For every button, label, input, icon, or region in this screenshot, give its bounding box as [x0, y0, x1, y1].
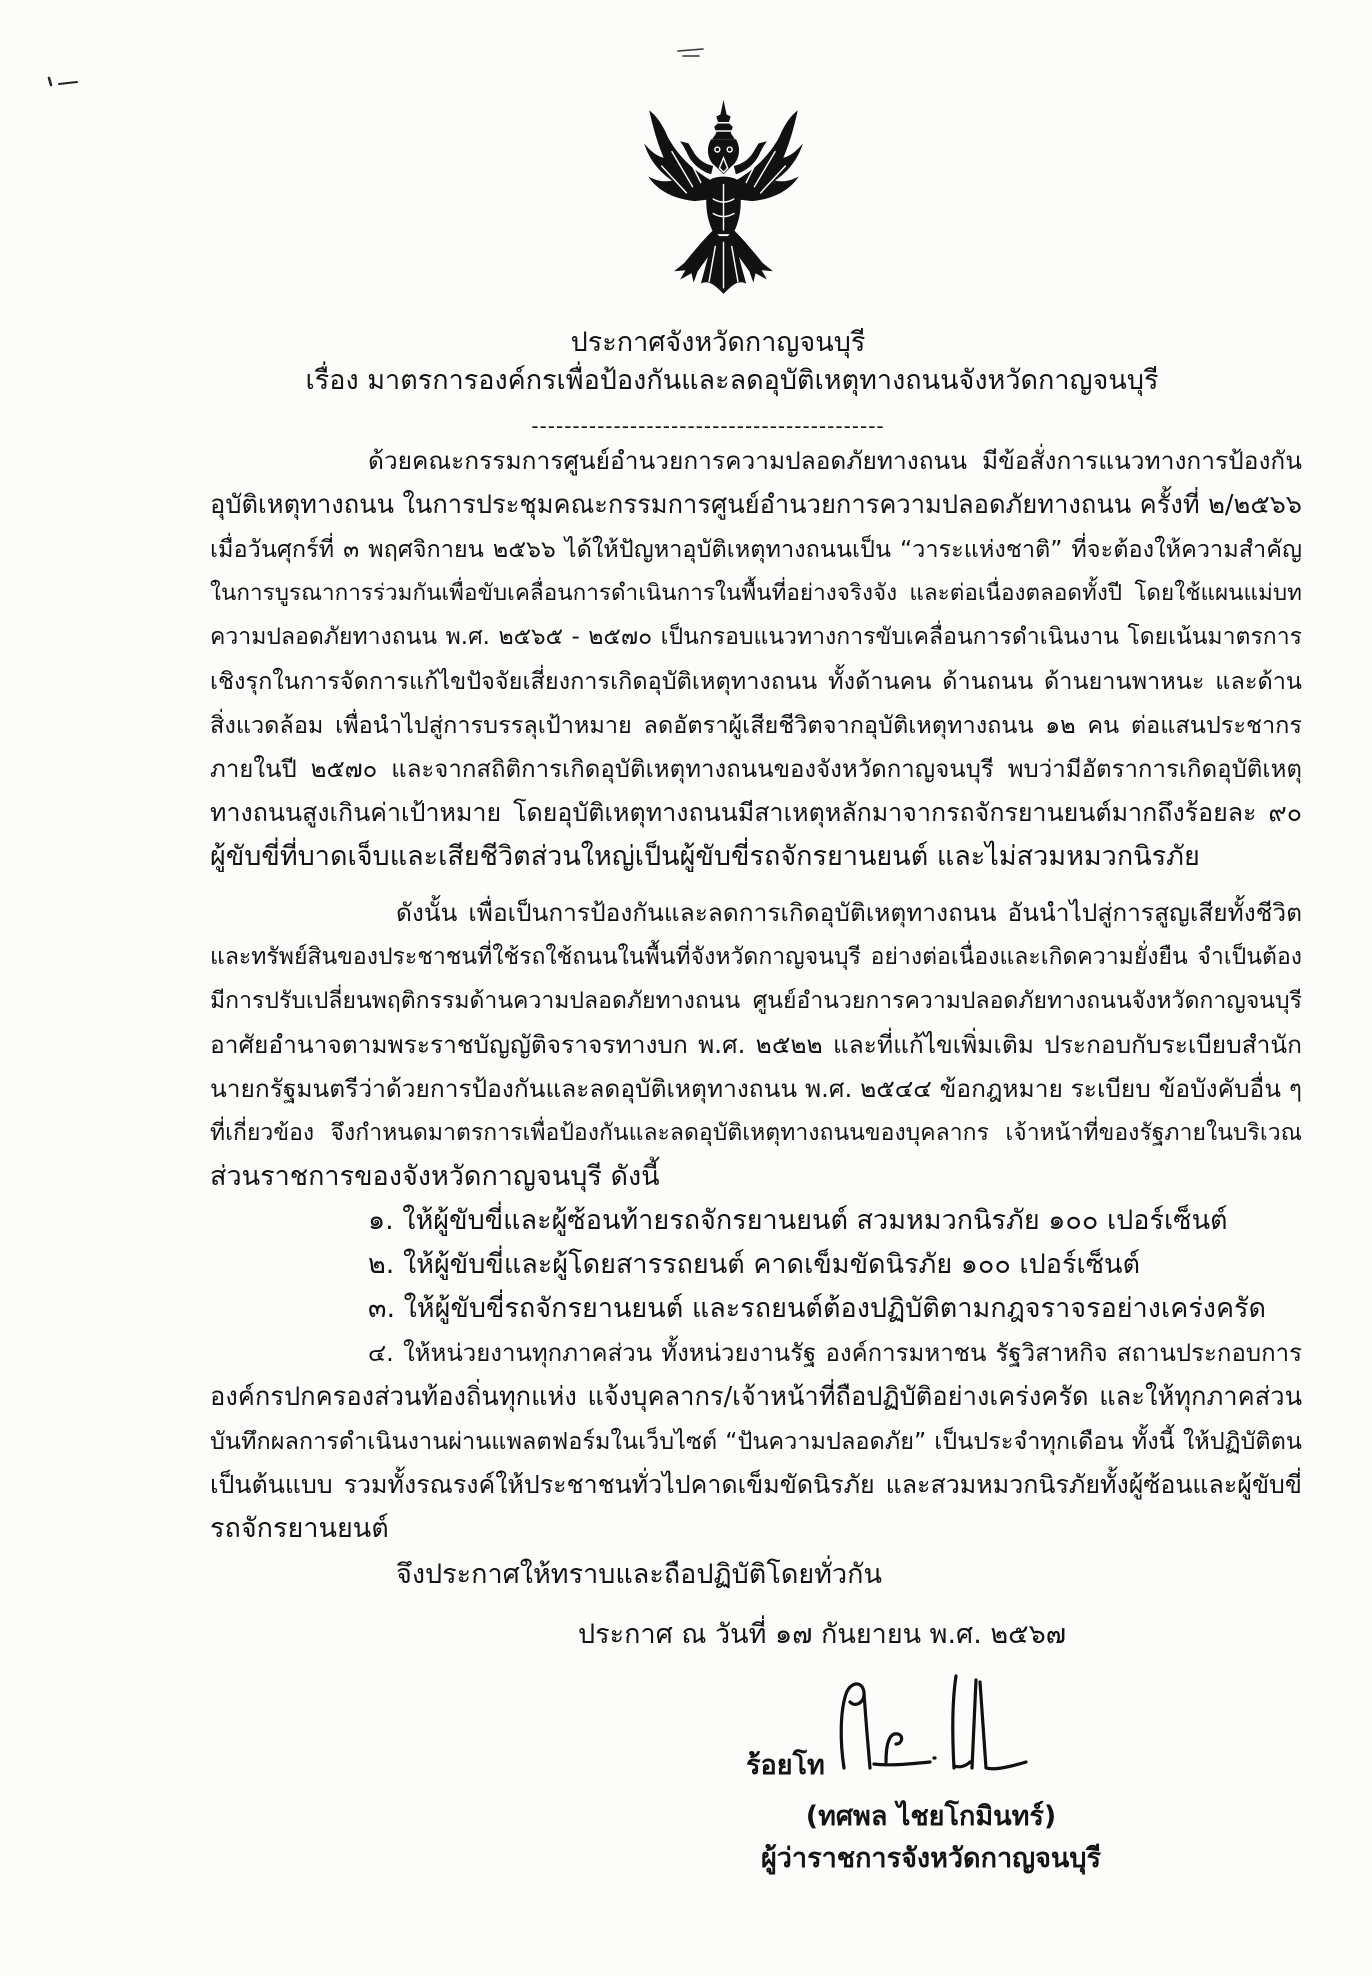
- document-title: ประกาศจังหวัดกาญจนบุรี: [570, 327, 866, 358]
- paragraph-2-line: นายกรัฐมนตรีว่าด้วยการป้องกันและลดอุบัติเหตุทางถนน พ.ศ. ๒๕๔๔ ข้อกฎหมาย ระเบียบ ข้อบังคับอื่น ๆ: [210, 1074, 1302, 1103]
- measure-item-4-line: รถจักรยานยนต์: [210, 1513, 389, 1544]
- measure-item-3: ๓. ให้ผู้ขับขี่รถจักรยานยนต์ และรถยนต์ต้องปฏิบัติตามกฎจราจรอย่างเคร่งครัด: [368, 1293, 1267, 1324]
- paragraph-1-line: ภายในปี ๒๕๗๐ และจากสถิติการเกิดอุบัติเหตุทางถนนของจังหวัดกาญจนบุรี พบว่ามีอัตราการเกิดอุบัติเหตุ: [210, 755, 1302, 783]
- paragraph-2-line: ดังนั้น เพื่อเป็นการป้องกันและลดการเกิดอุบัติเหตุทางถนน อันนำไปสู่การสูญเสียทั้งชีวิต: [396, 898, 1302, 927]
- signatory-position: ผู้ว่าราชการจังหวัดกาญจนบุรี: [760, 1843, 1102, 1874]
- paragraph-2-line: ที่เกี่ยวข้อง จึงกำหนดมาตรการเพื่อป้องกันและลดอุบัติเหตุทางถนนของบุคลากร เจ้าหน้าที่ของรัฐภายในบริเวณ: [210, 1120, 1302, 1146]
- paragraph-2-line: และทรัพย์สินของประชาชนที่ใช้รถใช้ถนนในพื้นที่จังหวัดกาญจนบุรี อย่างต่อเนื่องและเกิดความยั่งยืน จำเป็นต้อง: [210, 944, 1302, 970]
- closing-statement: จึงประกาศให้ทราบและถือปฏิบัติโดยทั่วกัน: [396, 1559, 882, 1590]
- paragraph-1-line: อุบัติเหตุทางถนน ในการประชุมคณะกรรมการศูนย์อำนวยการความปลอดภัยทางถนน ครั้งที่ ๒/๒๕๖๖: [210, 490, 1302, 520]
- announcement-date: ประกาศ ณ วันที่ ๑๗ กันยายน พ.ศ. ๒๕๖๗: [578, 1619, 1067, 1650]
- measure-item-1: ๑. ให้ผู้ขับขี่และผู้ซ้อนท้ายรถจักรยานยนต์ สวมหมวกนิรภัย ๑๐๐ เปอร์เซ็นต์: [368, 1205, 1228, 1236]
- document-subject: เรื่อง มาตรการองค์กรเพื่อป้องกันและลดอุบัติเหตุทางถนนจังหวัดกาญจนบุรี: [305, 365, 1159, 396]
- measure-item-4: ๔. ให้หน่วยงานทุกภาคส่วน ทั้งหน่วยงานรัฐ องค์การมหาชน รัฐวิสาหกิจ สถานประกอบการ: [368, 1339, 1302, 1367]
- paragraph-1-line: เชิงรุกในการจัดการแก้ไขปัจจัยเสี่ยงการเกิดอุบัติเหตุทางถนน ทั้งด้านคน ด้านถนน ด้านยานพาหนะ และด้าน: [210, 667, 1302, 695]
- paragraph-2-line: ส่วนราชการของจังหวัดกาญจนบุรี ดังนี้: [210, 1161, 660, 1192]
- paragraph-1-line: สิ่งแวดล้อม เพื่อนำไปสู่การบรรลุเป้าหมาย ลดอัตราผู้เสียชีวิตจากอุบัติเหตุทางถนน ๑๒ คน ต่อแสนประชากร: [210, 711, 1302, 739]
- measure-item-4-line: องค์กรปกครองส่วนท้องถิ่นทุกแห่ง แจ้งบุคลากร/เจ้าหน้าที่ถือปฏิบัติอย่างเคร่งครัด และให้ทุกภาคส่วน: [210, 1382, 1302, 1412]
- paragraph-1-line: ทางถนนสูงเกินค่าเป้าหมาย โดยอุบัติเหตุทางถนนมีสาเหตุหลักมาจากรถจักรยานยนต์มากถึงร้อยละ ๙๐: [210, 798, 1302, 827]
- paragraph-1-line: เมื่อวันศุกร์ที่ ๓ พฤศจิกายน ๒๕๖๖ ได้ให้ปัญหาอุบัติเหตุทางถนนเป็น “วาระแห่งชาติ” ที่จะต้องให้ความสำคัญ: [210, 535, 1302, 563]
- paragraph-2-line: มีการปรับเปลี่ยนพฤติกรรมด้านความปลอดภัยทางถนน ศูนย์อำนวยการความปลอดภัยทางถนนจังหวัดกาญจนบุรี: [210, 988, 1302, 1014]
- measure-item-2: ๒. ให้ผู้ขับขี่และผู้โดยสารรถยนต์ คาดเข็มขัดนิรภัย ๑๐๐ เปอร์เซ็นต์: [368, 1249, 1141, 1280]
- paragraph-1-line: ความปลอดภัยทางถนน พ.ศ. ๒๕๖๕ - ๒๕๗๐ เป็นกรอบแนวทางการขับเคลื่อนการดำเนินงาน โดยเน้นมาตรการ: [210, 624, 1302, 650]
- measure-item-4-line: บันทึกผลการดำเนินงานผ่านแพลตฟอร์มในเว็บไซต์ “ปันความปลอดภัย” เป็นประจำทุกเดือน ทั้งนี้ ให้ปฏิบัติตน: [210, 1427, 1302, 1455]
- garuda-emblem: [641, 100, 806, 296]
- signatory-name: (ทศพล ไชยโกมินทร์): [805, 1801, 1057, 1832]
- paragraph-2-line: อาศัยอำนาจตามพระราชบัญญัติจราจรทางบก พ.ศ. ๒๕๒๒ และที่แก้ไขเพิ่มเติม ประกอบกับระเบียบสำนัก: [210, 1030, 1302, 1059]
- paragraph-1-line: ผู้ขับขี่ที่บาดเจ็บและเสียชีวิตส่วนใหญ่เป็นผู้ขับขี่รถจักรยานยนต์ และไม่สวมหมวกนิรภัย: [210, 841, 1200, 872]
- signatory-rank: ร้อยโท: [746, 1750, 825, 1781]
- title-separator: -------------------------------------------: [531, 414, 885, 438]
- paragraph-1-line: ในการบูรณาการร่วมกันเพื่อขับเคลื่อนการดำเนินการในพื้นที่อย่างจริงจัง และต่อเนื่องตลอดทั้งปี โดยใช้แผนแม่บท: [210, 580, 1302, 606]
- scan-mark: [44, 74, 84, 94]
- paragraph-1-line: ด้วยคณะกรรมการศูนย์อำนวยการความปลอดภัยทางถนน มีข้อสั่งการแนวทางการป้องกัน: [368, 446, 1302, 475]
- scan-mark: [676, 46, 706, 62]
- measure-item-4-line: เป็นต้นแบบ รวมทั้งรณรงค์ให้ประชาชนทั่วไปคาดเข็มขัดนิรภัย และสวมหมวกนิรภัยทั้งผู้ซ้อนและผู้ขับขี่: [210, 1470, 1302, 1499]
